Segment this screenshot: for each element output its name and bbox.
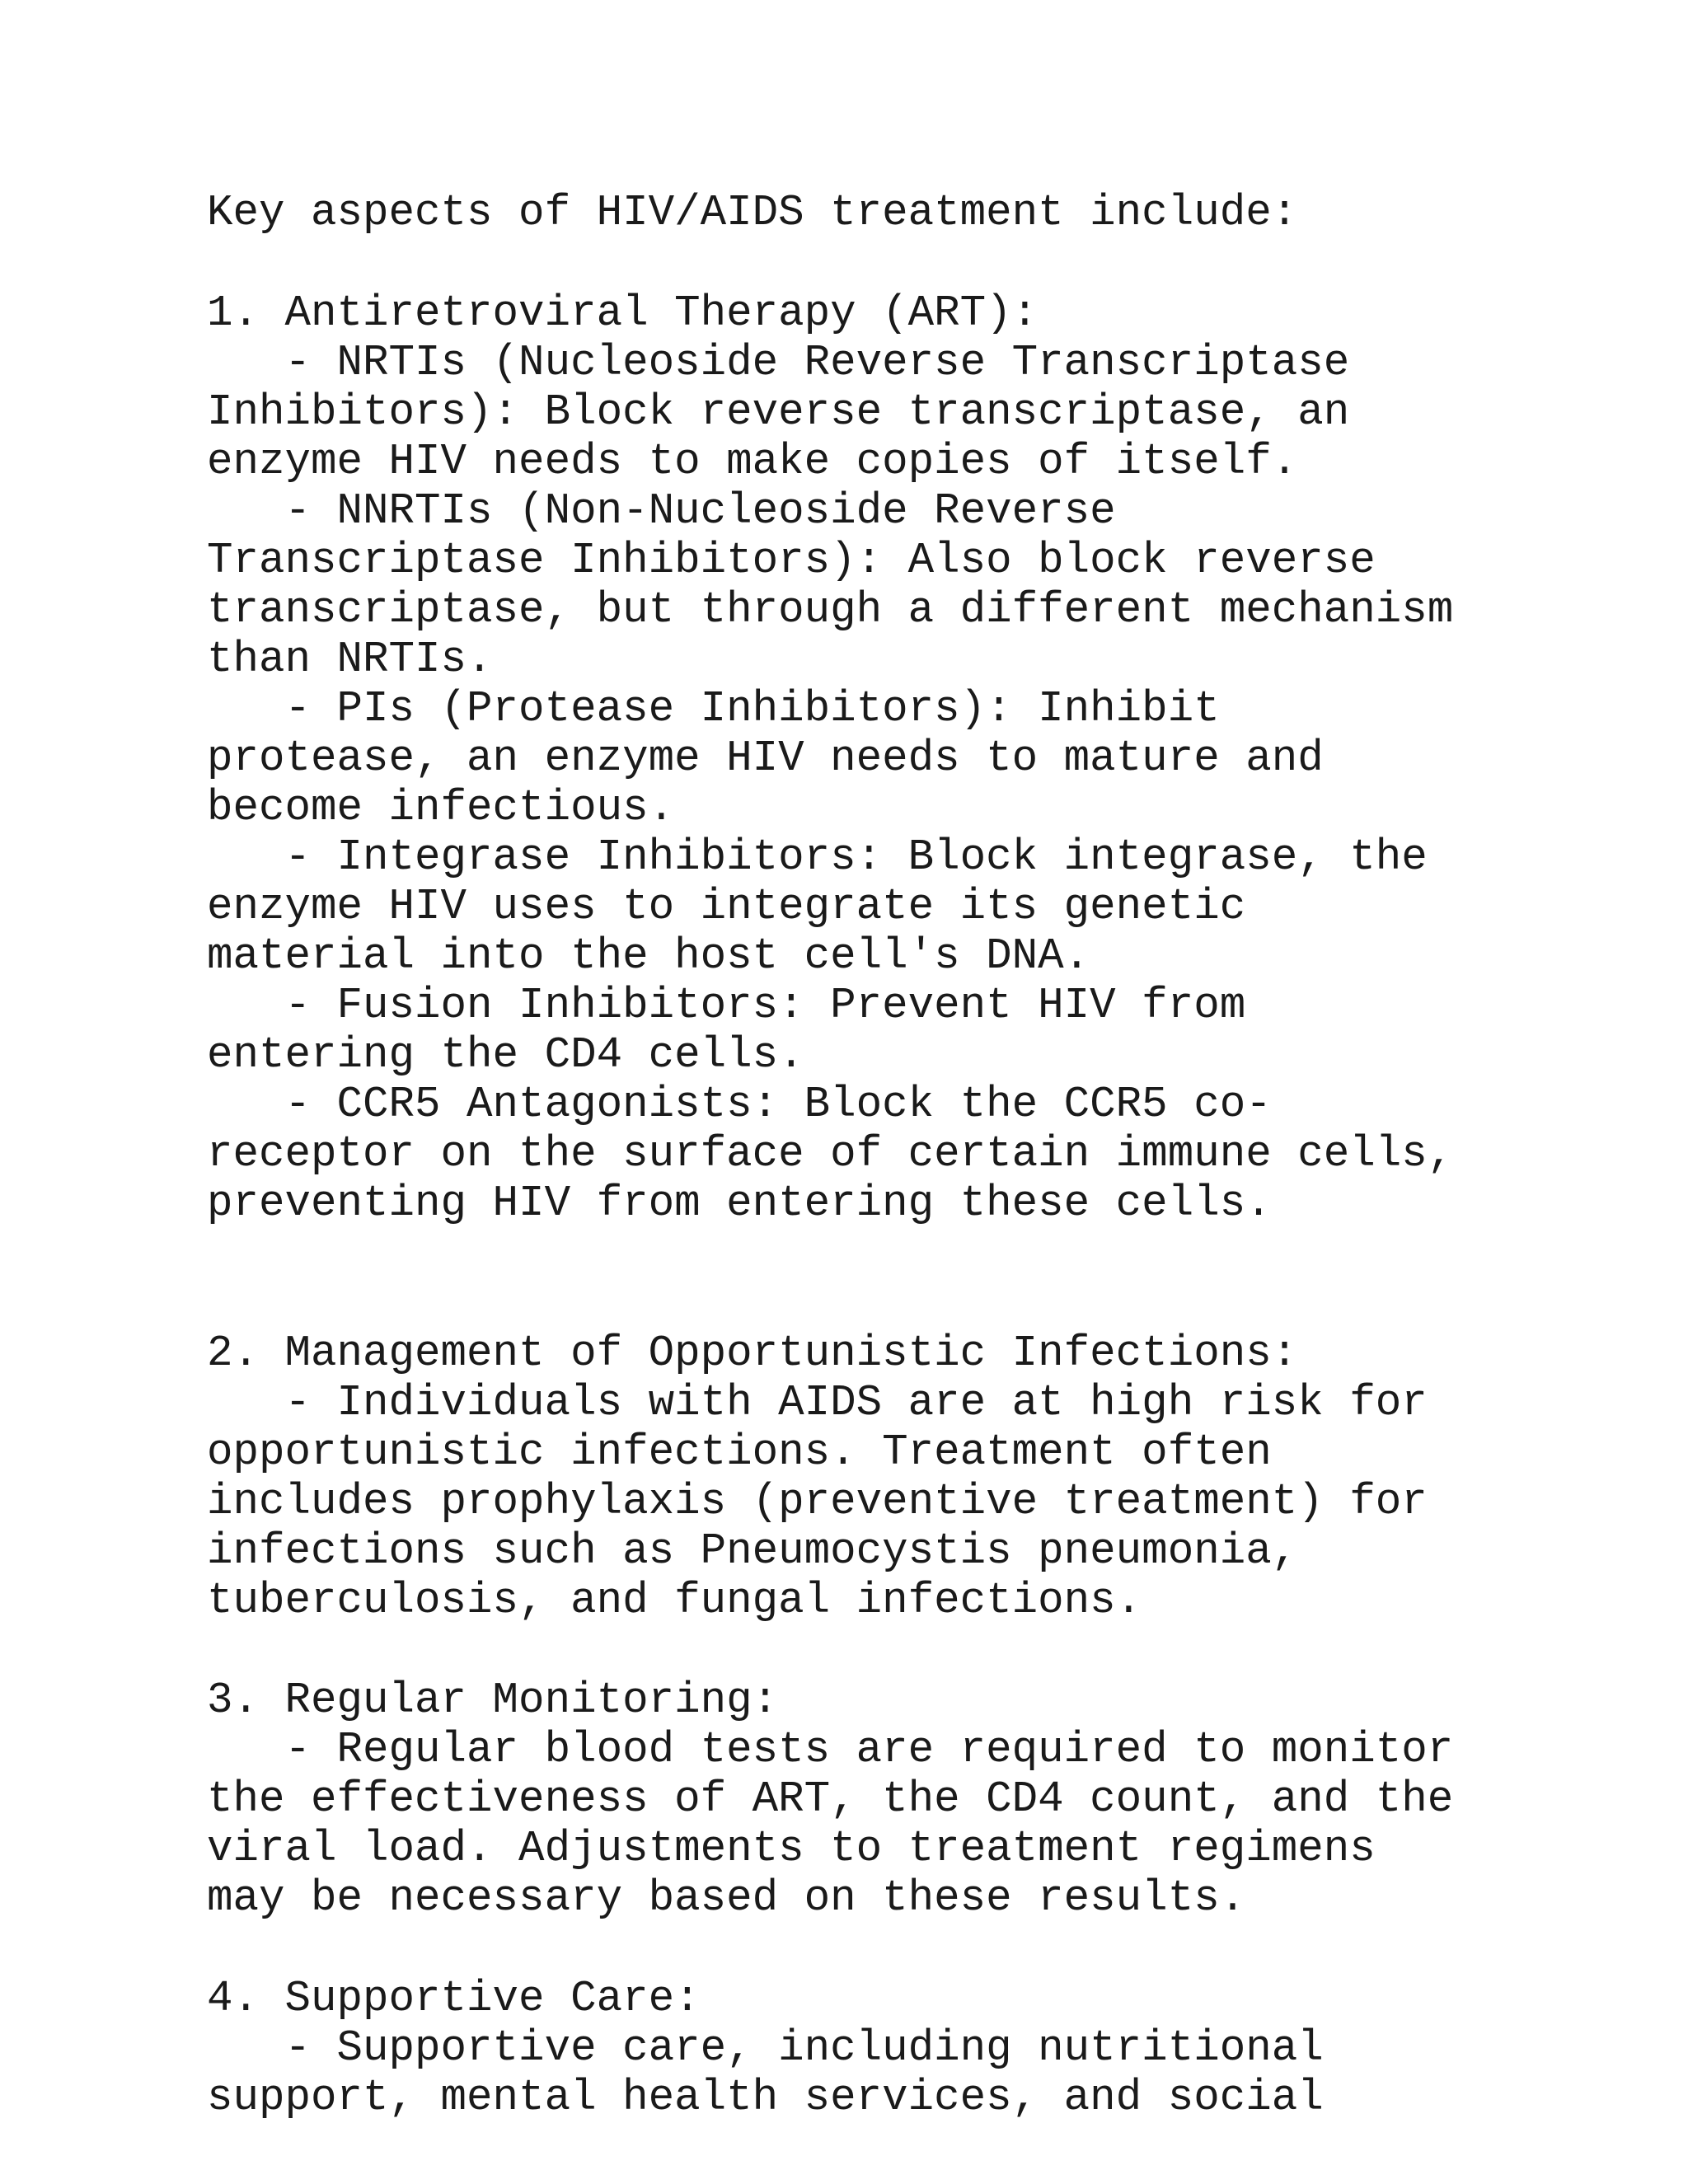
- art-line: material into the host cell's DNA.: [207, 931, 1090, 981]
- art-line: - NRTIs (Nucleoside Reverse Transcriptase: [207, 338, 1350, 387]
- art-line: Inhibitors): Block reverse transcriptase, an: [207, 387, 1350, 437]
- section-heading-opportunistic: 2. Management of Opportunistic Infections:: [207, 1329, 1298, 1378]
- section-heading-monitoring: 3. Regular Monitoring:: [207, 1675, 779, 1725]
- monitoring-line: - Regular blood tests are required to monitor: [207, 1725, 1454, 1774]
- art-line: preventing HIV from entering these cells.: [207, 1179, 1272, 1228]
- art-line: become infectious.: [207, 783, 675, 832]
- monitoring-line: may be necessary based on these results.: [207, 1873, 1246, 1923]
- opportunistic-line: includes prophylaxis (preventive treatment) for: [207, 1477, 1428, 1526]
- art-line: enzyme HIV uses to integrate its genetic: [207, 882, 1246, 931]
- opportunistic-line: tuberculosis, and fungal infections.: [207, 1576, 1142, 1625]
- supportive-line: support, mental health services, and social: [207, 2073, 1324, 2122]
- art-line: than NRTIs.: [207, 635, 493, 684]
- section-heading-art: 1. Antiretroviral Therapy (ART):: [207, 288, 1039, 338]
- art-line: - Integrase Inhibitors: Block integrase, the: [207, 832, 1428, 882]
- art-line: receptor on the surface of certain immune cells,: [207, 1129, 1454, 1179]
- supportive-line: - Supportive care, including nutritional: [207, 2023, 1324, 2073]
- opportunistic-line: - Individuals with AIDS are at high risk for: [207, 1378, 1428, 1427]
- art-line: transcriptase, but through a different mechanism: [207, 585, 1454, 635]
- art-line: - NNRTIs (Non-Nucleoside Reverse: [207, 486, 1116, 536]
- art-line: - CCR5 Antagonists: Block the CCR5 co-: [207, 1080, 1272, 1129]
- monitoring-line: viral load. Adjustments to treatment regimens: [207, 1824, 1376, 1873]
- monitoring-line: the effectiveness of ART, the CD4 count, and the: [207, 1774, 1454, 1824]
- art-line: - Fusion Inhibitors: Prevent HIV from: [207, 981, 1246, 1030]
- opportunistic-line: infections such as Pneumocystis pneumonia,: [207, 1526, 1298, 1576]
- art-line: Transcriptase Inhibitors): Also block reverse: [207, 536, 1376, 585]
- section-heading-supportive: 4. Supportive Care:: [207, 1974, 701, 2023]
- art-line: protease, an enzyme HIV needs to mature and: [207, 733, 1324, 783]
- art-line: - PIs (Protease Inhibitors): Inhibit: [207, 684, 1220, 733]
- intro-text: Key aspects of HIV/AIDS treatment include:: [207, 188, 1298, 237]
- art-line: enzyme HIV needs to make copies of itself.: [207, 437, 1298, 486]
- opportunistic-line: opportunistic infections. Treatment often: [207, 1427, 1272, 1477]
- art-line: entering the CD4 cells.: [207, 1030, 804, 1080]
